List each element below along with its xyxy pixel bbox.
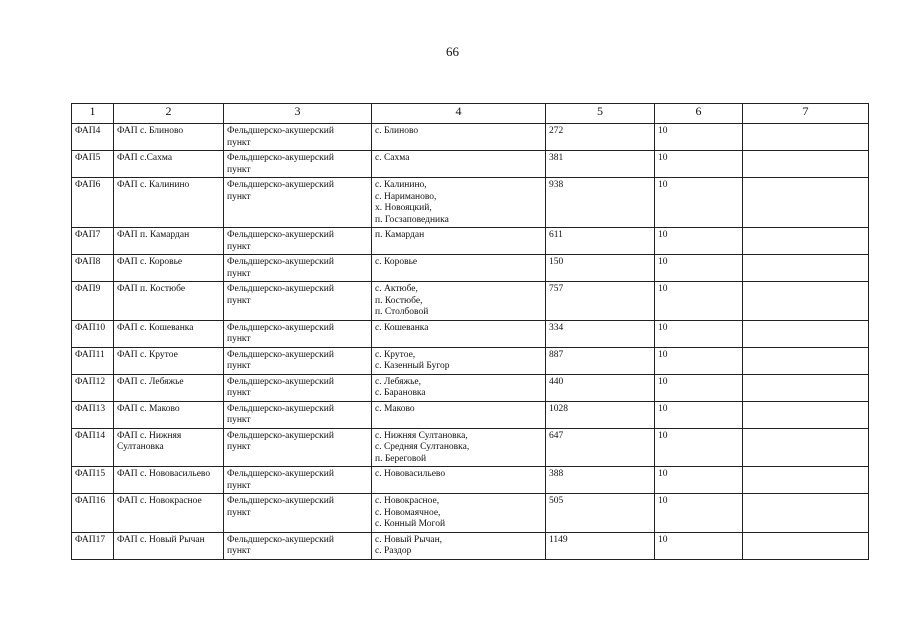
settlements-cell: с. Лебяжье, с. Барановка [372, 374, 546, 401]
facility-type-cell: Фельдшерско-акушерский пункт [224, 151, 372, 178]
facility-type-cell: Фельдшерско-акушерский пункт [224, 428, 372, 467]
facility-type-cell: Фельдшерско-акушерский пункт [224, 467, 372, 494]
table-row [72, 467, 869, 494]
facility-type-cell: Фельдшерско-акушерский пункт [224, 347, 372, 374]
facility-type-cell: Фельдшерско-акушерский пункт [224, 320, 372, 347]
col7-value-cell [743, 428, 869, 467]
facility-name-cell: ФАП с. Новый Рычан [114, 532, 224, 559]
facility-name-cell: ФАП с. Кошеванка [114, 320, 224, 347]
column-header: 5 [546, 104, 655, 124]
settlements-cell: с. Кошеванка [372, 320, 546, 347]
facility-name-cell: ФАП с. Калинино [114, 178, 224, 228]
facility-code-cell: ФАП8 [72, 255, 114, 282]
facility-type-cell: Фельдшерско-акушерский пункт [224, 124, 372, 151]
col5-value-cell: 1028 [546, 401, 655, 428]
facility-code-cell: ФАП16 [72, 494, 114, 533]
col7-value-cell [743, 228, 869, 255]
settlements-cell: п. Камардан [372, 228, 546, 255]
facility-code-cell: ФАП12 [72, 374, 114, 401]
facility-name-cell: ФАП п. Камардан [114, 228, 224, 255]
facility-type-cell: Фельдшерско-акушерский пункт [224, 228, 372, 255]
table-row [72, 124, 869, 151]
facility-code-cell: ФАП7 [72, 228, 114, 255]
col5-value-cell: 381 [546, 151, 655, 178]
settlements-cell: с. Нижняя Султановка, с. Средняя Султановка, п. Береговой [372, 428, 546, 467]
col5-value-cell: 1149 [546, 532, 655, 559]
facility-type-cell: Фельдшерско-акушерский пункт [224, 282, 372, 321]
col7-value-cell [743, 151, 869, 178]
col6-value-cell: 10 [655, 401, 743, 428]
facility-code-cell: ФАП5 [72, 151, 114, 178]
column-header: 4 [372, 104, 546, 124]
facility-code-cell: ФАП4 [72, 124, 114, 151]
facility-name-cell: ФАП с. Нижняя Султановка [114, 428, 224, 467]
column-header: 6 [655, 104, 743, 124]
col5-value-cell: 272 [546, 124, 655, 151]
col6-value-cell: 10 [655, 255, 743, 282]
facility-type-cell: Фельдшерско-акушерский пункт [224, 374, 372, 401]
col7-value-cell [743, 347, 869, 374]
settlements-cell: с. Новый Рычан, с. Раздор [372, 532, 546, 559]
table-row [72, 401, 869, 428]
col6-value-cell: 10 [655, 374, 743, 401]
col6-value-cell: 10 [655, 428, 743, 467]
col5-value-cell: 611 [546, 228, 655, 255]
facility-type-cell: Фельдшерско-акушерский пункт [224, 401, 372, 428]
col7-value-cell [743, 494, 869, 533]
header-row [72, 104, 869, 124]
facility-type-cell: Фельдшерско-акушерский пункт [224, 178, 372, 228]
col7-value-cell [743, 374, 869, 401]
column-header: 7 [743, 104, 869, 124]
facility-name-cell: ФАП п. Костюбе [114, 282, 224, 321]
facility-type-cell: Фельдшерско-акушерский пункт [224, 532, 372, 559]
col5-value-cell: 647 [546, 428, 655, 467]
col6-value-cell: 10 [655, 282, 743, 321]
column-header: 1 [72, 104, 114, 124]
facilities-table [71, 103, 869, 560]
facility-code-cell: ФАП10 [72, 320, 114, 347]
col5-value-cell: 334 [546, 320, 655, 347]
facility-code-cell: ФАП9 [72, 282, 114, 321]
facility-name-cell: ФАП с. Нововасильево [114, 467, 224, 494]
col6-value-cell: 10 [655, 467, 743, 494]
facility-name-cell: ФАП с. Лебяжье [114, 374, 224, 401]
col7-value-cell [743, 255, 869, 282]
column-header: 3 [224, 104, 372, 124]
settlements-cell: с. Коровье [372, 255, 546, 282]
settlements-cell: с. Нововасильево [372, 467, 546, 494]
col7-value-cell [743, 401, 869, 428]
table-row [72, 532, 869, 559]
facility-code-cell: ФАП14 [72, 428, 114, 467]
table-row [72, 178, 869, 228]
facility-code-cell: ФАП13 [72, 401, 114, 428]
col7-value-cell [743, 532, 869, 559]
table-row [72, 374, 869, 401]
settlements-cell: с. Сахма [372, 151, 546, 178]
col6-value-cell: 10 [655, 124, 743, 151]
col7-value-cell [743, 320, 869, 347]
facility-name-cell: ФАП с. Маково [114, 401, 224, 428]
table-row [72, 255, 869, 282]
col5-value-cell: 757 [546, 282, 655, 321]
col5-value-cell: 505 [546, 494, 655, 533]
col7-value-cell [743, 282, 869, 321]
col5-value-cell: 150 [546, 255, 655, 282]
facility-name-cell: ФАП с. Блиново [114, 124, 224, 151]
col6-value-cell: 10 [655, 320, 743, 347]
facility-type-cell: Фельдшерско-акушерский пункт [224, 255, 372, 282]
facility-name-cell: ФАП с. Новокрасное [114, 494, 224, 533]
facility-type-cell: Фельдшерско-акушерский пункт [224, 494, 372, 533]
settlements-cell: с. Крутое, с. Казенный Бугор [372, 347, 546, 374]
col6-value-cell: 10 [655, 178, 743, 228]
facility-name-cell: ФАП с. Крутое [114, 347, 224, 374]
col7-value-cell [743, 178, 869, 228]
settlements-cell: с. Актюбе, п. Костюбе, п. Столбовой [372, 282, 546, 321]
settlements-cell: с. Новокрасное, с. Новомаячное, с. Конный Могой [372, 494, 546, 533]
settlements-cell: с. Блиново [372, 124, 546, 151]
table-row [72, 347, 869, 374]
facility-code-cell: ФАП15 [72, 467, 114, 494]
table-row [72, 282, 869, 321]
col6-value-cell: 10 [655, 494, 743, 533]
col5-value-cell: 388 [546, 467, 655, 494]
facility-code-cell: ФАП11 [72, 347, 114, 374]
facility-name-cell: ФАП с.Сахма [114, 151, 224, 178]
col5-value-cell: 938 [546, 178, 655, 228]
col6-value-cell: 10 [655, 151, 743, 178]
settlements-cell: с. Калинино, с. Нариманово, х. Новояцкий, п. Госзаповедника [372, 178, 546, 228]
col7-value-cell [743, 124, 869, 151]
table-row [72, 320, 869, 347]
col6-value-cell: 10 [655, 532, 743, 559]
column-header: 2 [114, 104, 224, 124]
col6-value-cell: 10 [655, 347, 743, 374]
facility-code-cell: ФАП6 [72, 178, 114, 228]
col5-value-cell: 440 [546, 374, 655, 401]
table-row [72, 428, 869, 467]
col6-value-cell: 10 [655, 228, 743, 255]
table-row [72, 228, 869, 255]
col7-value-cell [743, 467, 869, 494]
table-row [72, 494, 869, 533]
facility-name-cell: ФАП с. Коровье [114, 255, 224, 282]
col5-value-cell: 887 [546, 347, 655, 374]
facility-code-cell: ФАП17 [72, 532, 114, 559]
table-row [72, 151, 869, 178]
page-number: 66 [446, 44, 459, 59]
settlements-cell: с. Маково [372, 401, 546, 428]
